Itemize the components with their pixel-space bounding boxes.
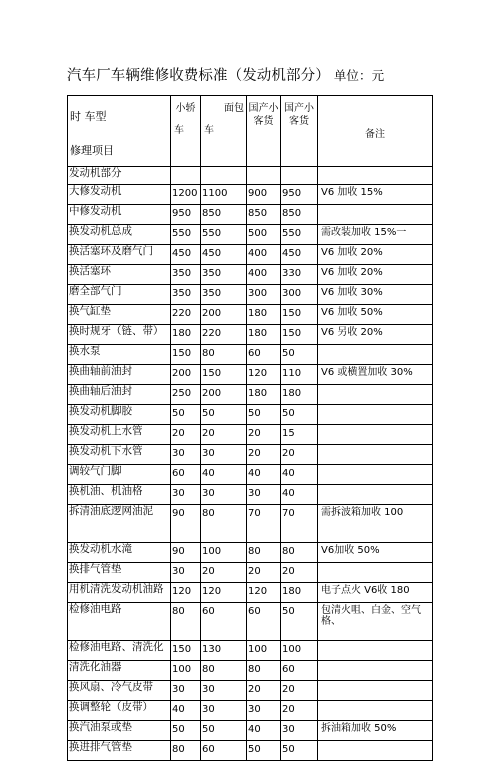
table-row	[68, 405, 433, 425]
item-cell: 换发动机下水管	[68, 445, 171, 465]
table-row	[68, 485, 433, 505]
price-van-cell: 130	[201, 641, 247, 661]
item-cell: 换活塞环及磨气门	[68, 245, 171, 265]
title-text: 汽车厂车辆维修收费标准（发动机部分）	[67, 68, 330, 84]
price-van-cell: 350	[201, 285, 247, 305]
section-row	[68, 167, 433, 185]
price-domestic-2-cell: 850	[281, 205, 318, 225]
price-car-cell: 30	[171, 563, 201, 583]
price-domestic-2-cell: 40	[281, 465, 318, 485]
header-col-domestic-1	[247, 96, 281, 167]
price-domestic-1-cell: 20	[247, 425, 281, 445]
price-van-cell: 120	[201, 583, 247, 603]
fee-table	[67, 95, 433, 761]
price-domestic-2-cell: 20	[281, 563, 318, 583]
price-domestic-1-cell: 180	[247, 385, 281, 405]
price-domestic-1-cell: 20	[247, 563, 281, 583]
unit-label: 单位：元	[333, 68, 385, 83]
price-domestic-2-cell: 950	[281, 185, 318, 205]
table-row	[68, 425, 433, 445]
price-van-cell: 100	[201, 543, 247, 563]
note-cell	[318, 205, 433, 225]
item-cell: 换发动机水滝	[68, 543, 171, 563]
item-cell: 换活塞环	[68, 265, 171, 285]
price-domestic-1-cell: 120	[247, 583, 281, 603]
table-row	[68, 185, 433, 205]
price-domestic-2-cell: 180	[281, 385, 318, 405]
note-cell	[318, 465, 433, 485]
price-domestic-1-cell: 70	[247, 505, 281, 543]
table-row	[68, 305, 433, 325]
item-cell: 换发动机总成	[68, 225, 171, 245]
price-domestic-2-cell: 50	[281, 741, 318, 761]
item-cell: 换时规牙（链、带）	[68, 325, 171, 345]
item-cell: 换排气管垫	[68, 563, 171, 583]
note-cell: 电子点火 V6收 180	[318, 583, 433, 603]
empty-cell	[281, 167, 318, 185]
price-car-cell: 100	[171, 661, 201, 681]
price-van-cell: 30	[201, 681, 247, 701]
price-car-cell: 450	[171, 245, 201, 265]
header-van-line1: 面包	[224, 103, 244, 114]
price-domestic-1-cell: 30	[247, 485, 281, 505]
price-car-cell: 350	[171, 285, 201, 305]
note-cell: 拆油箱加收 50%	[318, 721, 433, 741]
price-van-cell: 200	[201, 305, 247, 325]
price-van-cell: 20	[201, 425, 247, 445]
item-cell: 大修发动机	[68, 185, 171, 205]
header-corner	[68, 96, 171, 167]
price-van-cell: 220	[201, 325, 247, 345]
note-cell	[318, 385, 433, 405]
table-row	[68, 465, 433, 485]
item-cell: 拆清油底逻网油泥	[68, 505, 171, 543]
price-domestic-1-cell: 180	[247, 305, 281, 325]
price-van-cell: 80	[201, 505, 247, 543]
header-domestic-1-line2: 客货	[253, 116, 274, 127]
header-domestic-2-line2: 客货	[289, 116, 309, 127]
price-car-cell: 120	[171, 583, 201, 603]
price-car-cell: 30	[171, 485, 201, 505]
price-car-cell: 250	[171, 385, 201, 405]
price-domestic-2-cell: 20	[281, 681, 318, 701]
item-cell: 换调整轮（皮带）	[68, 701, 171, 721]
table-row	[68, 285, 433, 305]
price-domestic-1-cell: 60	[247, 603, 281, 641]
price-domestic-1-cell: 100	[247, 641, 281, 661]
header-col-van	[201, 96, 247, 167]
empty-cell	[247, 167, 281, 185]
note-cell	[318, 345, 433, 365]
section-title: 发动机部分	[68, 167, 171, 185]
header-col-domestic-2	[281, 96, 318, 167]
price-domestic-2-cell: 15	[281, 425, 318, 445]
price-van-cell: 80	[201, 661, 247, 681]
item-cell: 换曲轴后油封	[68, 385, 171, 405]
table-row	[68, 245, 433, 265]
price-domestic-2-cell: 100	[281, 641, 318, 661]
header-domestic-2-line1: 国产小	[284, 103, 314, 114]
note-cell: V6 另收 20%	[318, 325, 433, 345]
note-cell: V6 或横置加收 30%	[318, 365, 433, 385]
price-domestic-2-cell: 70	[281, 505, 318, 543]
price-domestic-2-cell: 150	[281, 325, 318, 345]
price-domestic-1-cell: 50	[247, 405, 281, 425]
note-cell: V6 加收 15%	[318, 185, 433, 205]
item-cell: 调较气门脚	[68, 465, 171, 485]
note-cell	[318, 641, 433, 661]
price-domestic-1-cell: 40	[247, 465, 281, 485]
price-car-cell: 90	[171, 505, 201, 543]
table-row	[68, 225, 433, 245]
header-domestic-1-line1: 国产小	[248, 103, 279, 114]
price-domestic-1-cell: 80	[247, 543, 281, 563]
table-row	[68, 661, 433, 681]
empty-cell	[171, 167, 201, 185]
note-cell: V6加收 50%	[318, 543, 433, 563]
note-cell: 包清火咀、白金、空气格、	[318, 603, 433, 641]
price-van-cell: 50	[201, 721, 247, 741]
price-domestic-2-cell: 50	[281, 603, 318, 641]
price-car-cell: 60	[171, 465, 201, 485]
note-cell: 需改装加收 15%一	[318, 225, 433, 245]
item-cell: 换曲轴前油封	[68, 365, 171, 385]
table-row	[68, 641, 433, 661]
price-domestic-2-cell: 20	[281, 445, 318, 465]
table-row	[68, 603, 433, 641]
price-car-cell: 1200	[171, 185, 201, 205]
table-row	[68, 563, 433, 583]
price-van-cell: 450	[201, 245, 247, 265]
price-car-cell: 350	[171, 265, 201, 285]
note-cell	[318, 405, 433, 425]
price-domestic-1-cell: 30	[247, 701, 281, 721]
table-body	[68, 185, 433, 761]
price-domestic-2-cell: 180	[281, 583, 318, 603]
price-domestic-1-cell: 400	[247, 245, 281, 265]
price-van-cell: 850	[201, 205, 247, 225]
note-cell: V6 加收 50%	[318, 305, 433, 325]
price-van-cell: 150	[201, 365, 247, 385]
header-van-line2: 车	[204, 125, 214, 136]
note-cell	[318, 661, 433, 681]
table-header-row	[68, 96, 433, 167]
table-row	[68, 325, 433, 345]
price-car-cell: 200	[171, 365, 201, 385]
table-row	[68, 345, 433, 365]
price-van-cell: 550	[201, 225, 247, 245]
empty-cell	[201, 167, 247, 185]
price-domestic-1-cell: 900	[247, 185, 281, 205]
item-cell: 换气缸垫	[68, 305, 171, 325]
item-cell: 检修油电路	[68, 603, 171, 641]
price-domestic-2-cell: 110	[281, 365, 318, 385]
price-domestic-2-cell: 30	[281, 721, 318, 741]
note-cell	[318, 741, 433, 761]
table-row	[68, 505, 433, 543]
price-domestic-1-cell: 500	[247, 225, 281, 245]
note-cell: V6 加收 20%	[318, 245, 433, 265]
note-cell: 需拆波箱加收 100	[318, 505, 433, 543]
price-domestic-2-cell: 330	[281, 265, 318, 285]
price-domestic-1-cell: 300	[247, 285, 281, 305]
price-domestic-1-cell: 20	[247, 445, 281, 465]
item-cell: 检修油电路、清洗化	[68, 641, 171, 661]
price-domestic-1-cell: 850	[247, 205, 281, 225]
price-van-cell: 20	[201, 563, 247, 583]
table-row	[68, 205, 433, 225]
price-domestic-2-cell: 60	[281, 661, 318, 681]
header-col-car	[171, 96, 201, 167]
price-domestic-1-cell: 180	[247, 325, 281, 345]
price-van-cell: 80	[201, 345, 247, 365]
price-domestic-2-cell: 80	[281, 543, 318, 563]
item-cell: 中修发动机	[68, 205, 171, 225]
price-car-cell: 50	[171, 721, 201, 741]
price-domestic-1-cell: 400	[247, 265, 281, 285]
price-car-cell: 950	[171, 205, 201, 225]
note-cell	[318, 681, 433, 701]
item-cell: 用机清洗发动机油路	[68, 583, 171, 603]
item-cell: 换汽油泵或垫	[68, 721, 171, 741]
header-car-line1: 小轿	[175, 103, 196, 114]
price-domestic-2-cell: 50	[281, 345, 318, 365]
table-row	[68, 741, 433, 761]
table-row	[68, 721, 433, 741]
price-car-cell: 50	[171, 405, 201, 425]
price-van-cell: 30	[201, 485, 247, 505]
table-row	[68, 265, 433, 285]
table-row	[68, 365, 433, 385]
price-car-cell: 40	[171, 701, 201, 721]
table-row	[68, 701, 433, 721]
price-car-cell: 80	[171, 741, 201, 761]
price-car-cell: 180	[171, 325, 201, 345]
item-cell: 磨全部气门	[68, 285, 171, 305]
price-domestic-2-cell: 20	[281, 701, 318, 721]
price-van-cell: 30	[201, 701, 247, 721]
price-domestic-1-cell: 50	[247, 741, 281, 761]
price-car-cell: 150	[171, 641, 201, 661]
price-domestic-1-cell: 40	[247, 721, 281, 741]
price-car-cell: 30	[171, 445, 201, 465]
note-cell	[318, 445, 433, 465]
price-car-cell: 150	[171, 345, 201, 365]
price-van-cell: 40	[201, 465, 247, 485]
header-vehicle-type: 时 车型	[70, 110, 107, 123]
price-car-cell: 550	[171, 225, 201, 245]
header-repair-item: 修理项目	[70, 144, 114, 157]
item-cell: 换发动机脚胶	[68, 405, 171, 425]
price-van-cell: 200	[201, 385, 247, 405]
header-car-line2: 车	[174, 125, 184, 136]
table-row	[68, 543, 433, 563]
table-row	[68, 681, 433, 701]
price-car-cell: 30	[171, 681, 201, 701]
note-cell: V6 加收 30%	[318, 285, 433, 305]
price-van-cell: 1100	[201, 185, 247, 205]
price-car-cell: 20	[171, 425, 201, 445]
price-domestic-2-cell: 550	[281, 225, 318, 245]
price-van-cell: 60	[201, 741, 247, 761]
price-car-cell: 80	[171, 603, 201, 641]
empty-cell	[318, 167, 433, 185]
price-domestic-1-cell: 20	[247, 681, 281, 701]
item-cell: 换风扇、冷气皮带	[68, 681, 171, 701]
table-row	[68, 385, 433, 405]
item-cell: 换机油、机油格	[68, 485, 171, 505]
price-van-cell: 350	[201, 265, 247, 285]
item-cell: 换发动机上水管	[68, 425, 171, 445]
price-domestic-2-cell: 450	[281, 245, 318, 265]
header-note: 备注	[365, 129, 385, 140]
price-domestic-1-cell: 60	[247, 345, 281, 365]
price-van-cell: 60	[201, 603, 247, 641]
note-cell: V6 加收 20%	[318, 265, 433, 285]
price-van-cell: 50	[201, 405, 247, 425]
table-row	[68, 583, 433, 603]
item-cell: 清洗化油器	[68, 661, 171, 681]
price-van-cell: 30	[201, 445, 247, 465]
note-cell	[318, 425, 433, 445]
note-cell	[318, 563, 433, 583]
header-col-note	[318, 96, 433, 167]
page-title	[67, 64, 487, 85]
price-domestic-1-cell: 80	[247, 661, 281, 681]
price-domestic-2-cell: 150	[281, 305, 318, 325]
price-domestic-2-cell: 300	[281, 285, 318, 305]
price-domestic-1-cell: 120	[247, 365, 281, 385]
price-car-cell: 220	[171, 305, 201, 325]
item-cell: 换水泵	[68, 345, 171, 365]
note-cell	[318, 485, 433, 505]
price-car-cell: 90	[171, 543, 201, 563]
price-domestic-2-cell: 40	[281, 485, 318, 505]
note-cell	[318, 701, 433, 721]
price-domestic-2-cell: 50	[281, 405, 318, 425]
item-cell: 换进排气管垫	[68, 741, 171, 761]
table-row	[68, 445, 433, 465]
